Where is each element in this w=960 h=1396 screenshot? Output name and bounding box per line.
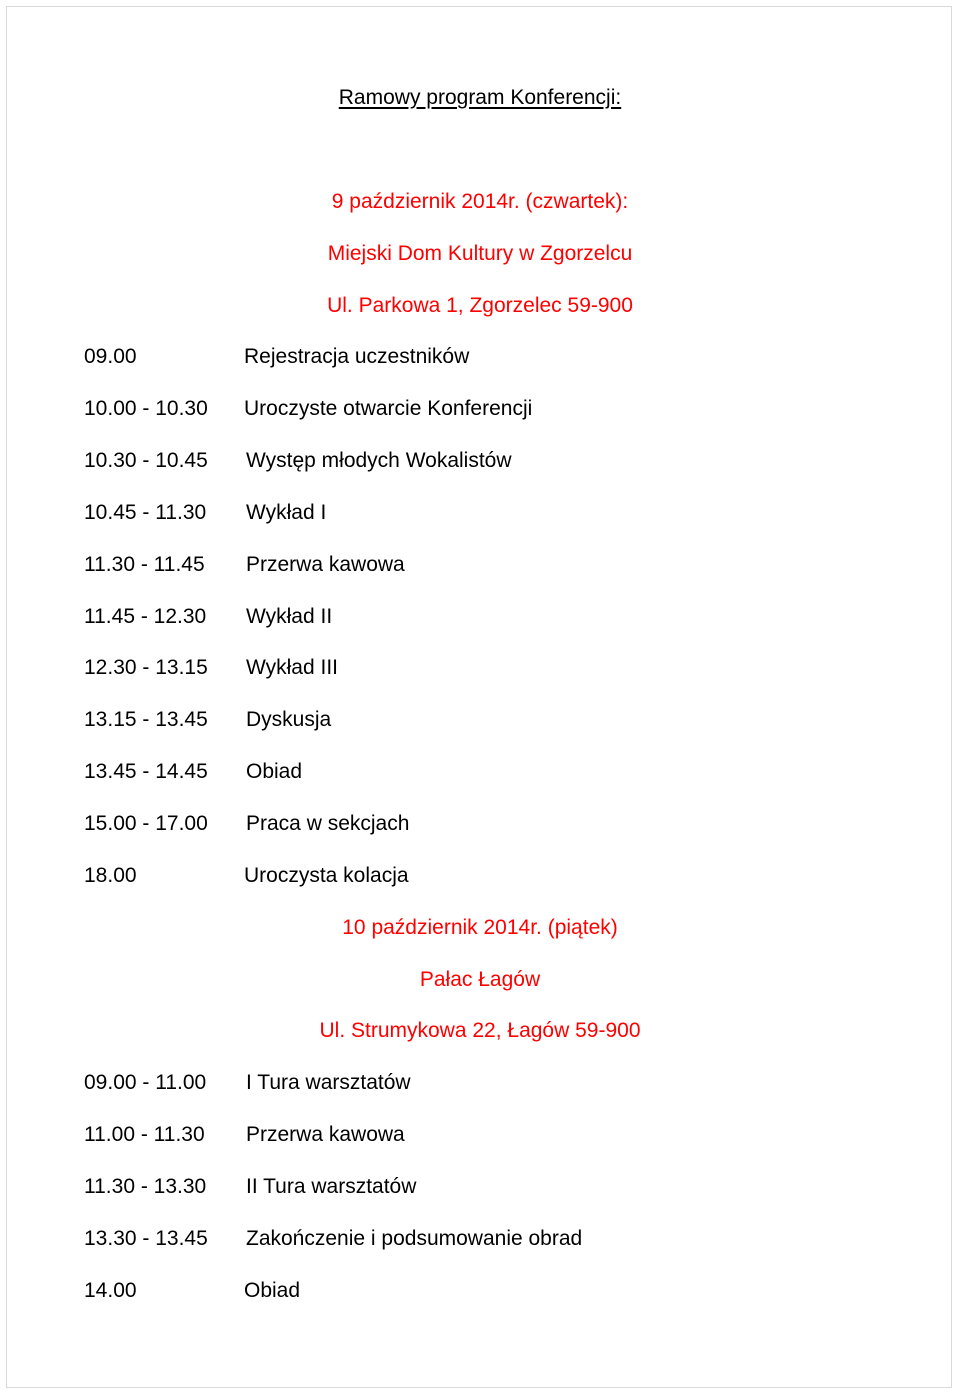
schedule-event: Rejestracja uczestników	[244, 345, 470, 368]
schedule-time: 13.45 - 14.45	[84, 760, 208, 783]
schedule-time: 11.30 - 13.30	[84, 1175, 207, 1198]
day2-venue: Pałac Łagów	[419, 968, 541, 991]
schedule-event: Wykład II	[246, 605, 333, 628]
page-title: Ramowy program Konferencji:	[338, 86, 622, 109]
schedule-time: 11.30 - 11.45	[84, 553, 205, 576]
schedule-time: 13.30 - 13.45	[84, 1227, 208, 1250]
schedule-time: 18.00	[84, 864, 137, 887]
day1-address: Ul. Parkowa 1, Zgorzelec 59-900	[327, 294, 633, 317]
schedule-time: 09.00	[84, 345, 137, 368]
schedule-event: II Tura warsztatów	[246, 1175, 417, 1198]
schedule-event: Zakończenie i podsumowanie obrad	[246, 1227, 583, 1250]
schedule-event: Obiad	[246, 760, 303, 783]
schedule-event: Przerwa kawowa	[246, 553, 405, 576]
schedule-time: 10.00 - 10.30	[84, 397, 208, 420]
day1-venue: Miejski Dom Kultury w Zgorzelcu	[327, 242, 633, 265]
schedule-time: 10.45 - 11.30	[84, 501, 207, 524]
schedule-time: 11.45 - 12.30	[84, 605, 207, 628]
schedule-event: Obiad	[244, 1279, 301, 1302]
schedule-event: Dyskusja	[246, 708, 332, 731]
day2-date: 10 październik 2014r. (piątek)	[342, 916, 618, 939]
schedule-time: 14.00	[84, 1279, 137, 1302]
schedule-event: Przerwa kawowa	[246, 1123, 405, 1146]
schedule-event: Uroczysta kolacja	[244, 864, 409, 887]
schedule-time: 10.30 - 10.45	[84, 449, 208, 472]
schedule-event: Występ młodych Wokalistów	[246, 449, 512, 472]
schedule-event: Uroczyste otwarcie Konferencji	[244, 397, 533, 420]
schedule-time: 09.00 - 11.00	[84, 1071, 207, 1094]
schedule-time: 11.00 - 11.30	[84, 1123, 205, 1146]
schedule-event: Wykład I	[246, 501, 327, 524]
schedule-time: 13.15 - 13.45	[84, 708, 208, 731]
day2-address: Ul. Strumykowa 22, Łagów 59-900	[319, 1019, 641, 1042]
schedule-time: 15.00 - 17.00	[84, 812, 208, 835]
schedule-event: Wykład III	[246, 656, 338, 679]
schedule-time: 12.30 - 13.15	[84, 656, 208, 679]
day1-date: 9 październik 2014r. (czwartek):	[331, 190, 629, 213]
schedule-event: I Tura warsztatów	[246, 1071, 411, 1094]
schedule-event: Praca w sekcjach	[246, 812, 410, 835]
